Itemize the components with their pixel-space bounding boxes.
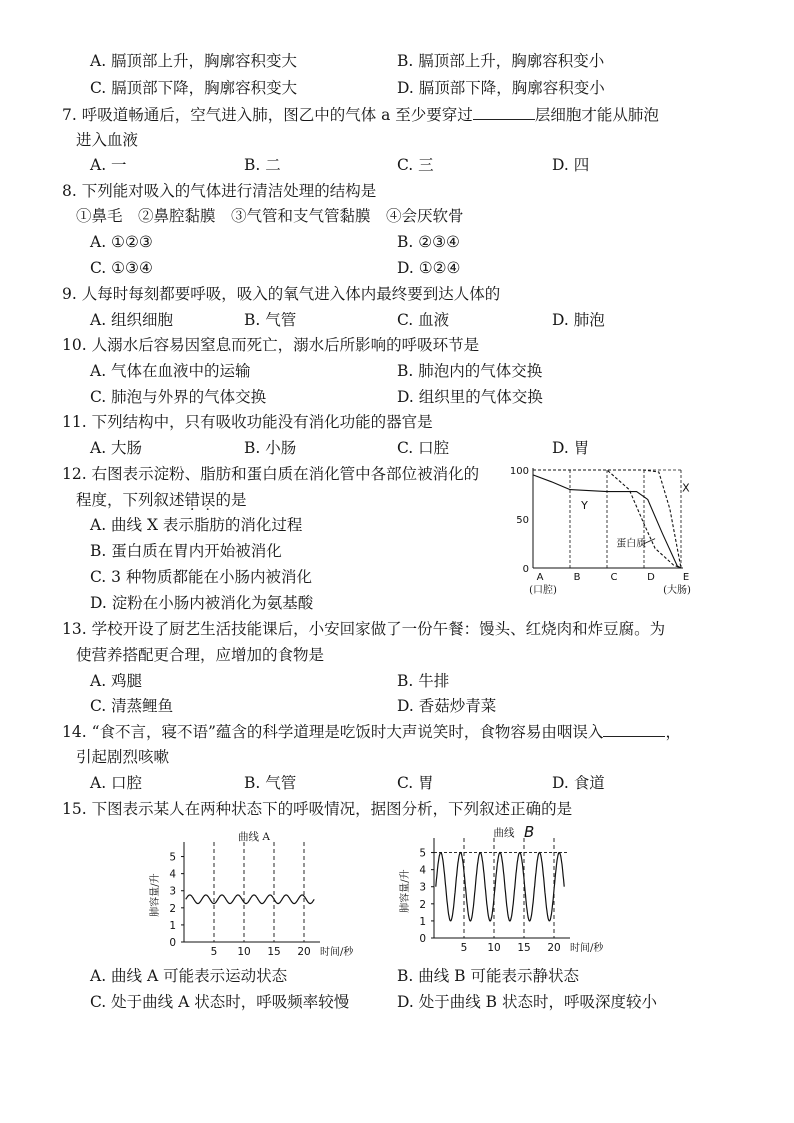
- digestion-chart: [503, 460, 693, 605]
- q6-option-c: C. 膈顶部下降，胸廓容积变大: [90, 79, 298, 97]
- y-tick-label: 0: [419, 933, 426, 945]
- q14-stem: 14. “食不言，寝不语”蕴含的科学道理是吃饭时大声说笑时，食物容易由咽误入 ，: [62, 723, 681, 741]
- q13-option-a: A. 鸡腿: [90, 672, 143, 690]
- q15-stem: 15. 下图表示某人在两种状态下的呼吸情况，据图分析，下列叙述正确的是: [62, 800, 573, 818]
- q8-stem: 8. 下列能对吸入的气体进行清洁处理的结构是: [62, 182, 377, 200]
- q10-option-a: A. 气体在血液中的运输: [90, 362, 251, 380]
- q14-option-c: C. 胃: [397, 774, 434, 792]
- q15-option-a: A. 曲线 A 可能表示运动状态: [90, 967, 288, 985]
- y-tick-label: 2: [419, 898, 426, 911]
- q12-option-b: B. 蛋白质在胃内开始被消化: [90, 542, 282, 560]
- answer-blank: [473, 105, 535, 120]
- x-tick-label: 20: [547, 942, 561, 954]
- q11-option-d: D. 胃: [552, 439, 590, 457]
- q9-stem: 9. 人每时每刻都要呼吸，吸入的氧气进入体内最终要到达人体的: [62, 285, 501, 303]
- q9-option-d: D. 肺泡: [552, 311, 605, 329]
- series-protein-line: [533, 470, 681, 568]
- series-y-label: Y: [581, 499, 588, 513]
- x-tick-label: 15: [267, 946, 281, 958]
- q10-option-d: D. 组织里的气体交换: [397, 388, 543, 406]
- x-tick-label: E: [682, 572, 690, 583]
- x-axis-label: 时间/秒: [320, 947, 354, 958]
- q14-option-d: D. 食道: [552, 774, 605, 792]
- y-tick-label: 2: [169, 902, 176, 915]
- lung-volume-line: [436, 853, 564, 921]
- y-tick-label: 4: [169, 868, 176, 881]
- x-tick-label: A: [536, 572, 544, 583]
- y-axis-label: 肺容量/升: [150, 873, 161, 917]
- q13-stem: 13. 学校开设了厨艺生活技能课后，小安回家做了一份午餐：馒头、红烧肉和炸豆腐。为: [62, 620, 666, 638]
- q9-option-b: B. 气管: [244, 311, 297, 329]
- q10-stem: 10. 人溺水后容易因窒息而死亡，溺水后所影响的呼吸环节是: [62, 336, 480, 354]
- category-note: (口腔): [529, 585, 557, 596]
- y-tick-label: 1: [169, 919, 176, 932]
- q6-option-a: A. 膈顶部上升，胸廓容积变大: [90, 52, 298, 70]
- q15-option-d: D. 处于曲线 B 状态时，呼吸深度较小: [397, 993, 657, 1011]
- series-protein-label: 蛋白质: [616, 538, 647, 550]
- q13-option-d: D. 香菇炒青菜: [397, 697, 497, 715]
- q13-option-c: C. 清蒸鲤鱼: [90, 697, 174, 715]
- y-tick-label: 5: [169, 851, 176, 864]
- q11-option-b: B. 小肠: [244, 439, 297, 457]
- lung-volume-line: [186, 895, 314, 904]
- x-tick-label: D: [647, 572, 655, 583]
- q7-stem: 7. 呼吸道畅通后，空气进入肺，图乙中的气体 a 至少要穿过 层细胞才能从肺泡: [62, 106, 659, 124]
- q14-stem-cont: 引起剧烈咳嗽: [76, 748, 170, 766]
- chart-title: 曲线: [493, 827, 515, 839]
- q11-stem: 11. 下列结构中，只有吸收功能没有消化功能的器官是: [62, 413, 433, 431]
- q13-stem-cont: 使营养搭配更合理，应增加的食物是: [76, 646, 325, 664]
- q12-option-a: A. 曲线 X 表示脂肪的消化过程: [90, 516, 303, 534]
- y-tick-label: 3: [419, 881, 426, 894]
- q10-option-b: B. 肺泡内的气体交换: [397, 362, 543, 380]
- x-axis-label: 时间/秒: [570, 943, 604, 954]
- breathing-chart-b: [390, 818, 610, 963]
- q9-option-c: C. 血液: [397, 311, 450, 329]
- y-tick-label: 100: [509, 466, 529, 477]
- series-x-line: [533, 470, 681, 568]
- q8-items: ①鼻毛 ②鼻腔黏膜 ③气管和支气管黏膜 ④会厌软骨: [76, 207, 464, 225]
- breathing-chart-a: [140, 822, 360, 962]
- q12-stem-cont: 程度，下列叙述错误的是: [76, 491, 247, 509]
- q7-option-a: A. 一: [90, 156, 127, 174]
- chart-title: 曲线 A: [238, 831, 270, 843]
- q8-option-d: D. ①②④: [397, 259, 461, 277]
- y-tick-label: 3: [169, 885, 176, 898]
- handwritten-b-label: B: [524, 823, 535, 841]
- q10-option-c: C. 肺泡与外界的气体交换: [90, 388, 267, 406]
- y-tick-label: 5: [419, 847, 426, 860]
- category-note: (大肠): [663, 585, 691, 596]
- q14-option-b: B. 气管: [244, 774, 297, 792]
- x-tick-label: B: [573, 572, 581, 583]
- y-tick-label: 0: [522, 564, 529, 575]
- q14-option-a: A. 口腔: [90, 774, 143, 792]
- y-tick-label: 50: [516, 515, 529, 526]
- q9-option-a: A. 组织细胞: [90, 311, 174, 329]
- q11-option-a: A. 大肠: [90, 439, 143, 457]
- x-tick-label: 20: [297, 946, 311, 958]
- q13-option-b: B. 牛排: [397, 672, 450, 690]
- x-tick-label: 5: [460, 942, 468, 954]
- series-x-label: X: [682, 481, 690, 495]
- q6-option-b: B. 膈顶部上升，胸廓容积变小: [397, 52, 605, 70]
- y-tick-label: 0: [169, 937, 176, 949]
- q15-option-b: B. 曲线 B 可能表示静状态: [397, 967, 579, 985]
- q12-option-d: D. 淀粉在小肠内被消化为氨基酸: [90, 594, 314, 612]
- q6-option-d: D. 膈顶部下降，胸廓容积变小: [397, 79, 605, 97]
- x-tick-label: 5: [210, 946, 218, 958]
- q12-stem: 12. 右图表示淀粉、脂肪和蛋白质在消化管中各部位被消化的: [62, 465, 480, 483]
- q12-option-c: C. 3 种物质都能在小肠内被消化: [90, 568, 312, 586]
- q7-stem-cont: 进入血液: [76, 131, 139, 149]
- q7-option-b: B. 二: [244, 156, 281, 174]
- q7-option-d: D. 四: [552, 156, 590, 174]
- x-tick-label: 10: [487, 942, 501, 954]
- q8-option-a: A. ①②③: [90, 233, 153, 251]
- y-tick-label: 1: [419, 915, 426, 928]
- q7-option-c: C. 三: [397, 156, 434, 174]
- x-tick-label: 15: [517, 942, 531, 954]
- answer-blank: [603, 722, 665, 737]
- q8-option-c: C. ①③④: [90, 259, 153, 277]
- x-tick-label: C: [610, 572, 618, 583]
- x-tick-label: 10: [237, 946, 251, 958]
- q8-option-b: B. ②③④: [397, 233, 460, 251]
- y-axis-label: 肺容量/升: [400, 869, 411, 913]
- y-tick-label: 4: [419, 864, 426, 877]
- q11-option-c: C. 口腔: [397, 439, 450, 457]
- q15-option-c: C. 处于曲线 A 状态时，呼吸频率较慢: [90, 993, 350, 1011]
